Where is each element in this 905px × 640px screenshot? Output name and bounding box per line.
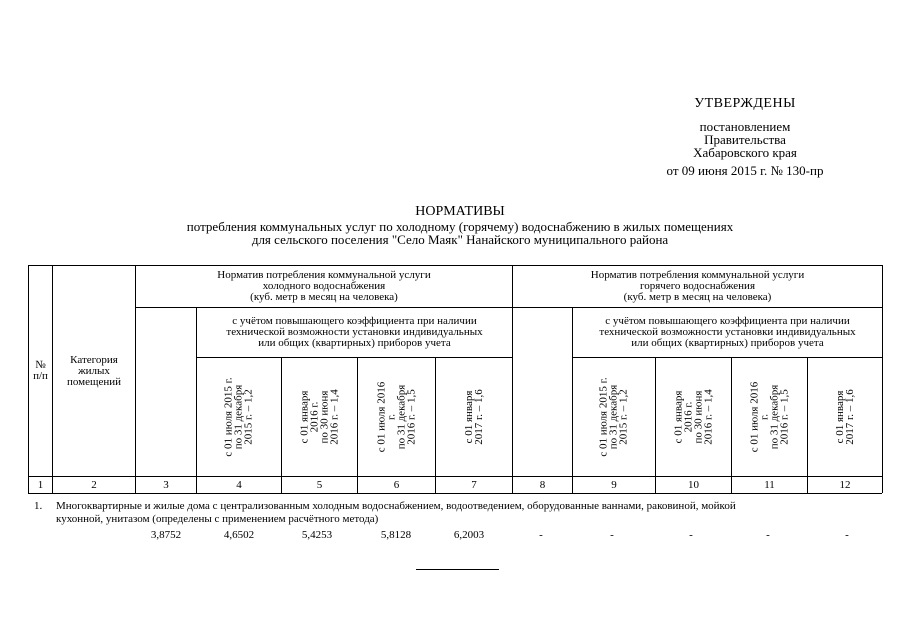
row-value: 3,8752 xyxy=(150,529,182,541)
row-category-line-1: Многоквартирные и жилые дома с централизованным холодным водоснабжением, водоотведением, оборудованные ваннами, раковиной, мойкой xyxy=(56,500,736,512)
row-value: - xyxy=(845,529,849,541)
title-line-1: потребления коммунальных услуг по холодному (горячему) водоснабжению в жилых помещениях xyxy=(186,219,734,234)
header-coef-hot: с учётом повышающего коэффициента при наличии технической возможности установки индивидуальных или общих (квартирных) приборов учета xyxy=(599,315,856,349)
row-value: - xyxy=(610,529,614,541)
period-hot-4 xyxy=(808,358,882,476)
period-hot-1 xyxy=(573,358,655,476)
approval-line-4: от 09 июня 2015 г. № 130-пр xyxy=(666,163,824,178)
col-number: 4 xyxy=(236,478,242,491)
col-number: 7 xyxy=(471,478,477,491)
col-number: 9 xyxy=(611,478,617,491)
col-number: 5 xyxy=(316,478,323,491)
period-hot-3-text: с 01 июля 2016 г. по 31 декабря 2016 г. – 1,5 xyxy=(748,381,791,453)
row-value: - xyxy=(689,529,693,541)
approval-block xyxy=(600,97,890,177)
title-block xyxy=(60,205,860,246)
period-cold-2 xyxy=(282,358,357,476)
col-number: 3 xyxy=(163,478,169,491)
row-value: 4,6502 xyxy=(223,529,255,541)
header-coef-cold: с учётом повышающего коэффициента при наличии технической возможности установки индивидуальных или общих (квартирных) приборов учета xyxy=(226,315,483,349)
approval-heading: УТВЕРЖДЕНЫ xyxy=(694,96,796,111)
document-title: НОРМАТИВЫ xyxy=(415,204,505,219)
row-category-line-2: кухонной, унитазом (определены с применением расчётного метода) xyxy=(56,513,379,525)
row-value: 6,2003 xyxy=(453,529,485,541)
table-line-numbers-bottom xyxy=(28,493,882,494)
period-cold-1 xyxy=(197,358,281,476)
header-num xyxy=(29,266,52,476)
header-category xyxy=(53,266,135,476)
period-hot-4-text: с 01 января 2017 г. – 1,6 xyxy=(834,389,856,445)
period-cold-1-text: с 01 июля 2015 г. по 31 декабря 2015 г. – 1,2 xyxy=(222,377,255,457)
period-hot-3 xyxy=(732,358,807,476)
period-hot-2 xyxy=(656,358,731,476)
col-number: 10 xyxy=(688,478,699,491)
col-number: 2 xyxy=(91,478,97,491)
col-number: 11 xyxy=(764,478,775,491)
footer-divider xyxy=(416,569,499,570)
col-number: 1 xyxy=(37,478,44,491)
header-cold-water: Норматив потребления коммунальной услуги холодного водоснабжения (куб. метр в месяц на человека) xyxy=(217,269,431,303)
row-value: - xyxy=(766,529,770,541)
row-value: 5,8128 xyxy=(380,529,412,541)
col-number: 12 xyxy=(839,478,851,491)
title-line-2: для сельского поселения "Село Маяк" Нанайского муниципального района xyxy=(251,232,669,247)
row-value: - xyxy=(539,529,543,541)
period-hot-2-text: с 01 января 2016 г. по 30 июня 2016 г. – 1,4 xyxy=(672,389,715,445)
approval-line-2: Правительства xyxy=(704,132,786,147)
col-number: 8 xyxy=(539,478,546,491)
header-category-text: Категория жилых помещений xyxy=(66,353,122,388)
period-cold-2-text: с 01 января 2016 г. по 30 июня 2016 г. – 1,4 xyxy=(298,389,341,445)
period-cold-3-text: с 01 июля 2016 г. по 31 декабря 2016 г. – 1,5 xyxy=(375,381,418,453)
approval-line-3: Хабаровского края xyxy=(693,145,797,160)
header-hot-water: Норматив потребления коммунальной услуги горячего водоснабжения (куб. метр в месяц на человека) xyxy=(590,269,805,303)
period-hot-1-text: с 01 июля 2015 г. по 31 декабря 2015 г. – 1,2 xyxy=(597,377,630,457)
table-vline xyxy=(882,265,883,493)
period-cold-4 xyxy=(436,358,512,476)
period-cold-4-text: с 01 января 2017 г. – 1,6 xyxy=(463,389,485,445)
row-number: 1. xyxy=(34,500,43,512)
row-value: 5,4253 xyxy=(301,529,333,541)
col-number: 6 xyxy=(393,478,400,491)
header-num-text: № п/п xyxy=(33,359,48,382)
approval-line-1: постановлением xyxy=(699,119,791,134)
period-cold-3 xyxy=(358,358,435,476)
